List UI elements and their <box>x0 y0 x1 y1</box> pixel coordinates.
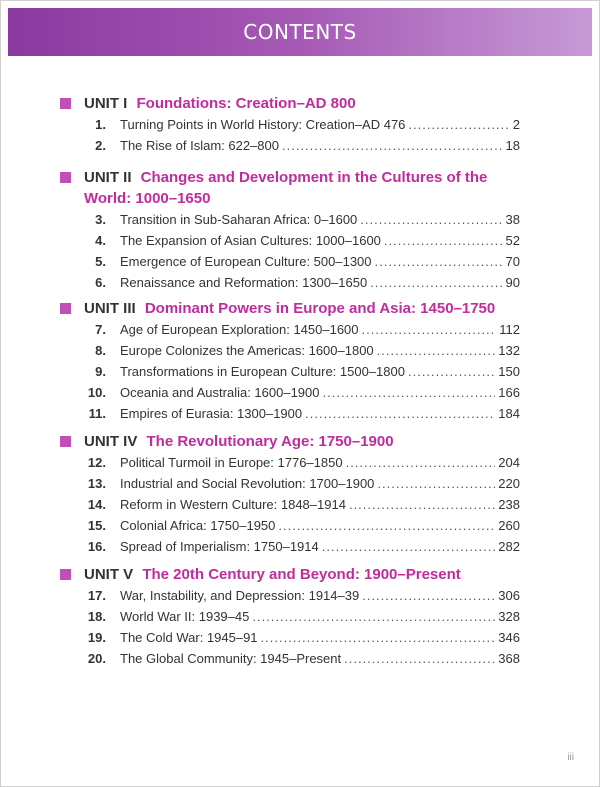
chapter-entry[interactable] <box>60 272 520 293</box>
chapter-title: The Expansion of Asian Cultures: 1000–1600 <box>120 233 381 248</box>
dot-leader <box>305 403 495 424</box>
dot-leader <box>375 251 503 272</box>
chapter-number: 20. <box>87 651 106 666</box>
unit-bullet-icon <box>60 98 71 109</box>
unit-bullet-icon <box>60 436 71 447</box>
dot-leader <box>362 319 497 340</box>
chapter-entry[interactable] <box>60 473 520 494</box>
dot-leader <box>278 515 495 536</box>
chapter-number: 9. <box>95 364 106 379</box>
chapter-page: 204 <box>498 455 520 470</box>
unit-title: Foundations: Creation–AD 800 <box>136 95 356 112</box>
chapter-page: 238 <box>498 497 520 512</box>
chapter-page: 368 <box>498 651 520 666</box>
unit-bullet-icon <box>60 172 71 183</box>
unit-heading[interactable] <box>60 298 520 319</box>
chapter-title: Turning Points in World History: Creation–AD 476 <box>120 117 406 132</box>
unit-label: UNIT IV <box>84 433 138 450</box>
unit-heading[interactable] <box>60 93 520 114</box>
chapter-entry[interactable] <box>60 319 520 340</box>
chapter-page: 346 <box>498 630 520 645</box>
chapter-entry[interactable] <box>60 452 520 473</box>
page-number: iii <box>567 752 574 763</box>
unit-label: UNIT III <box>84 300 136 317</box>
chapter-entry[interactable] <box>60 382 520 403</box>
unit-section <box>60 167 520 293</box>
dot-leader <box>360 209 502 230</box>
chapter-number: 4. <box>95 233 106 248</box>
unit-title: The 20th Century and Beyond: 1900–Present <box>142 566 461 583</box>
unit-label: UNIT V <box>84 566 134 583</box>
unit-section <box>60 298 520 424</box>
chapter-number: 8. <box>95 343 106 358</box>
chapter-title: Industrial and Social Revolution: 1700–1900 <box>120 476 375 491</box>
chapter-title: The Cold War: 1945–91 <box>120 630 258 645</box>
chapter-title: Europe Colonizes the Americas: 1600–1800 <box>120 343 374 358</box>
chapter-title: Transformations in European Culture: 1500–1800 <box>120 364 405 379</box>
unit-heading[interactable] <box>60 564 520 585</box>
chapter-number: 10. <box>87 385 106 400</box>
chapter-title: World War II: 1939–45 <box>120 609 250 624</box>
chapter-number: 7. <box>95 322 106 337</box>
unit-heading[interactable] <box>60 431 520 452</box>
chapter-title: Transition in Sub-Saharan Africa: 0–1600 <box>120 212 358 227</box>
chapter-page: 306 <box>498 588 520 603</box>
chapter-title: Political Turmoil in Europe: 1776–1850 <box>120 455 343 470</box>
dot-leader <box>384 230 503 251</box>
chapter-entry[interactable] <box>60 135 520 156</box>
chapter-title: Empires of Eurasia: 1300–1900 <box>120 406 303 421</box>
chapter-entry[interactable] <box>60 536 520 557</box>
chapter-title: Spread of Imperialism: 1750–1914 <box>120 539 319 554</box>
chapter-title: Renaissance and Reformation: 1300–1650 <box>120 275 368 290</box>
dot-leader <box>377 340 496 361</box>
dot-leader <box>323 382 496 403</box>
dot-leader <box>252 606 495 627</box>
chapter-entry[interactable] <box>60 340 520 361</box>
dot-leader <box>408 361 495 382</box>
chapter-entry[interactable] <box>60 627 520 648</box>
chapter-page: 90 <box>505 275 520 290</box>
unit-label: UNIT II <box>84 169 132 186</box>
chapter-entry[interactable] <box>60 494 520 515</box>
chapter-title: Emergence of European Culture: 500–1300 <box>120 254 372 269</box>
dot-leader <box>362 585 495 606</box>
chapter-page: 328 <box>498 609 520 624</box>
chapter-entry[interactable] <box>60 209 520 230</box>
chapter-page: 260 <box>498 518 520 533</box>
dot-leader <box>346 452 496 473</box>
chapter-number: 14. <box>87 497 106 512</box>
chapter-number: 3. <box>95 212 106 227</box>
unit-bullet-icon <box>60 569 71 580</box>
chapter-number: 6. <box>95 275 106 290</box>
chapter-page: 184 <box>498 406 520 421</box>
dot-leader <box>344 648 495 669</box>
chapter-title: Reform in Western Culture: 1848–1914 <box>120 497 346 512</box>
unit-label: UNIT I <box>84 95 128 112</box>
chapter-title: The Rise of Islam: 622–800 <box>120 138 279 153</box>
chapter-number: 5. <box>95 254 106 269</box>
chapter-page: 38 <box>505 212 520 227</box>
unit-title: Dominant Powers in Europe and Asia: 1450–1750 <box>144 300 496 317</box>
unit-title: The Revolutionary Age: 1750–1900 <box>146 433 394 450</box>
chapter-title: War, Instability, and Depression: 1914–39 <box>120 588 360 603</box>
unit-section <box>60 93 520 156</box>
chapter-page: 2 <box>512 117 520 132</box>
chapter-page: 70 <box>505 254 520 269</box>
chapter-number: 13. <box>87 476 106 491</box>
chapter-number: 16. <box>87 539 106 554</box>
chapter-number: 2. <box>95 138 106 153</box>
chapter-page: 150 <box>498 364 520 379</box>
chapter-page: 52 <box>505 233 520 248</box>
chapter-entry[interactable] <box>60 585 520 606</box>
chapter-title: Oceania and Australia: 1600–1900 <box>120 385 320 400</box>
chapter-title: The Global Community: 1945–Present <box>120 651 342 666</box>
chapter-number: 12. <box>87 455 106 470</box>
chapter-title: Colonial Africa: 1750–1950 <box>120 518 276 533</box>
dot-leader <box>377 473 495 494</box>
chapter-entry[interactable] <box>60 606 520 627</box>
dot-leader <box>349 494 495 515</box>
page-title: CONTENTS <box>243 20 357 44</box>
chapter-page: 18 <box>505 138 520 153</box>
dot-leader <box>408 114 509 135</box>
chapter-entry[interactable] <box>60 230 520 251</box>
dot-leader <box>370 272 502 293</box>
dot-leader <box>261 627 496 648</box>
unit-bullet-icon <box>60 303 71 314</box>
chapter-number: 17. <box>87 588 106 603</box>
dot-leader <box>282 135 503 156</box>
chapter-page: 220 <box>498 476 520 491</box>
chapter-page: 112 <box>499 322 520 337</box>
chapter-page: 132 <box>498 343 520 358</box>
header-band <box>8 8 592 56</box>
chapter-title: Age of European Exploration: 1450–1600 <box>120 322 359 337</box>
chapter-number: 11. <box>88 406 106 421</box>
unit-heading[interactable] <box>60 167 520 209</box>
dot-leader <box>322 536 496 557</box>
chapter-entry[interactable] <box>60 114 520 135</box>
chapter-entry[interactable] <box>60 361 520 382</box>
unit-section <box>60 564 520 669</box>
chapter-number: 19. <box>87 630 106 645</box>
chapter-page: 282 <box>498 539 520 554</box>
chapter-entry[interactable] <box>60 648 520 669</box>
chapter-entry[interactable] <box>60 251 520 272</box>
unit-title: Changes and Development in the Cultures of the World: 1000–1650 <box>84 169 488 207</box>
chapter-number: 1. <box>95 117 106 132</box>
unit-section <box>60 431 520 557</box>
chapter-number: 15. <box>87 518 106 533</box>
chapter-number: 18. <box>87 609 106 624</box>
chapter-entry[interactable] <box>60 403 520 424</box>
chapter-page: 166 <box>498 385 520 400</box>
chapter-entry[interactable] <box>60 515 520 536</box>
